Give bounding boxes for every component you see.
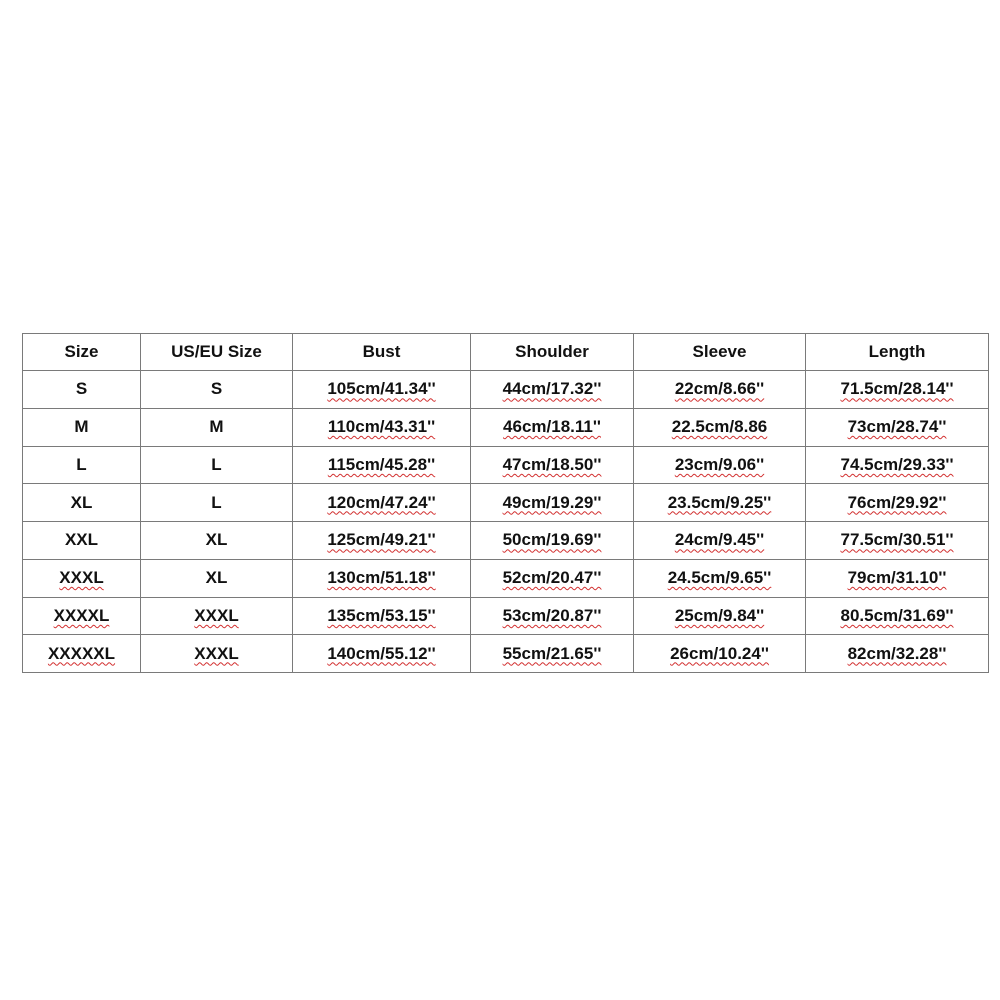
cell-bust-text: 110cm/43.31'' bbox=[327, 417, 436, 437]
cell-size bbox=[23, 408, 141, 446]
header-bust: Bust bbox=[293, 334, 471, 371]
cell-sleeve bbox=[634, 408, 806, 446]
cell-bust bbox=[293, 635, 471, 673]
cell-shoulder-text: 52cm/20.47'' bbox=[502, 568, 602, 588]
cell-length bbox=[806, 597, 989, 635]
table-row bbox=[23, 522, 989, 560]
cell-size bbox=[23, 484, 141, 522]
cell-sleeve-text: 24cm/9.45'' bbox=[674, 530, 765, 550]
cell-us-eu-size-text: XXXL bbox=[194, 605, 239, 625]
cell-length bbox=[806, 408, 989, 446]
cell-sleeve-text: 26cm/10.24'' bbox=[670, 643, 769, 663]
cell-length bbox=[806, 371, 989, 409]
table-row bbox=[23, 597, 989, 635]
cell-size bbox=[23, 446, 141, 484]
cell-sleeve-text: 22.5cm/8.86 bbox=[671, 417, 768, 437]
cell-bust bbox=[293, 446, 471, 484]
cell-size-text: XXXL bbox=[59, 568, 104, 588]
cell-size-text: XXXXL bbox=[53, 605, 110, 625]
cell-us-eu-size-text: M bbox=[209, 417, 224, 437]
cell-sleeve bbox=[634, 484, 806, 522]
cell-sleeve bbox=[634, 635, 806, 673]
cell-size bbox=[23, 635, 141, 673]
cell-size-text: XL bbox=[70, 492, 93, 512]
cell-length-text: 80.5cm/31.69'' bbox=[840, 605, 954, 625]
cell-shoulder bbox=[471, 522, 634, 560]
header-length: Length bbox=[806, 334, 989, 371]
cell-bust-text: 115cm/45.28'' bbox=[327, 454, 436, 474]
cell-us-eu-size-text: S bbox=[210, 379, 223, 399]
table-row bbox=[23, 559, 989, 597]
cell-us-eu-size bbox=[141, 408, 293, 446]
cell-sleeve bbox=[634, 522, 806, 560]
cell-shoulder-text: 50cm/19.69'' bbox=[502, 530, 602, 550]
cell-us-eu-size-text: XL bbox=[205, 530, 228, 550]
cell-shoulder-text: 47cm/18.50'' bbox=[502, 454, 602, 474]
cell-sleeve bbox=[634, 597, 806, 635]
cell-length-text: 71.5cm/28.14'' bbox=[840, 379, 954, 399]
cell-bust-text: 105cm/41.34'' bbox=[327, 379, 436, 399]
cell-us-eu-size-text: XXXL bbox=[194, 643, 239, 663]
cell-shoulder bbox=[471, 484, 634, 522]
cell-bust bbox=[293, 522, 471, 560]
cell-sleeve-text: 22cm/8.66'' bbox=[674, 379, 765, 399]
cell-length-text: 82cm/32.28'' bbox=[847, 643, 947, 663]
cell-size-text: L bbox=[76, 454, 87, 474]
cell-sleeve-text: 23cm/9.06'' bbox=[674, 454, 765, 474]
cell-shoulder bbox=[471, 597, 634, 635]
cell-length bbox=[806, 484, 989, 522]
cell-us-eu-size bbox=[141, 635, 293, 673]
table-row bbox=[23, 446, 989, 484]
cell-sleeve-text: 25cm/9.84'' bbox=[674, 605, 765, 625]
cell-bust-text: 120cm/47.24'' bbox=[327, 492, 436, 512]
cell-shoulder bbox=[471, 446, 634, 484]
header-size: Size bbox=[23, 334, 141, 371]
cell-us-eu-size-text: L bbox=[211, 492, 222, 512]
cell-bust bbox=[293, 371, 471, 409]
cell-size bbox=[23, 597, 141, 635]
cell-length bbox=[806, 635, 989, 673]
cell-length-text: 73cm/28.74'' bbox=[847, 417, 947, 437]
cell-us-eu-size bbox=[141, 559, 293, 597]
cell-length-text: 76cm/29.92'' bbox=[847, 492, 947, 512]
cell-bust bbox=[293, 559, 471, 597]
cell-sleeve bbox=[634, 559, 806, 597]
header-us-eu-size: US/EU Size bbox=[141, 334, 293, 371]
header-sleeve: Sleeve bbox=[634, 334, 806, 371]
cell-shoulder bbox=[471, 408, 634, 446]
table-row bbox=[23, 635, 989, 673]
table-row bbox=[23, 484, 989, 522]
cell-shoulder bbox=[471, 635, 634, 673]
cell-bust bbox=[293, 484, 471, 522]
cell-bust-text: 125cm/49.21'' bbox=[327, 530, 436, 550]
cell-sleeve bbox=[634, 371, 806, 409]
cell-us-eu-size bbox=[141, 522, 293, 560]
cell-length bbox=[806, 559, 989, 597]
header-row bbox=[23, 334, 989, 371]
cell-bust-text: 130cm/51.18'' bbox=[327, 568, 436, 588]
cell-shoulder bbox=[471, 371, 634, 409]
cell-sleeve-text: 23.5cm/9.25'' bbox=[667, 492, 772, 512]
cell-size-text: M bbox=[74, 417, 89, 437]
size-chart-table bbox=[22, 333, 989, 673]
cell-sleeve-text: 24.5cm/9.65'' bbox=[667, 568, 772, 588]
cell-us-eu-size bbox=[141, 446, 293, 484]
cell-size-text: S bbox=[75, 379, 88, 399]
cell-bust bbox=[293, 597, 471, 635]
cell-size bbox=[23, 559, 141, 597]
table-body bbox=[23, 371, 989, 673]
cell-us-eu-size-text: XL bbox=[205, 568, 228, 588]
header-shoulder: Shoulder bbox=[471, 334, 634, 371]
cell-us-eu-size bbox=[141, 484, 293, 522]
cell-us-eu-size bbox=[141, 371, 293, 409]
cell-bust bbox=[293, 408, 471, 446]
cell-us-eu-size bbox=[141, 597, 293, 635]
cell-bust-text: 140cm/55.12'' bbox=[327, 643, 436, 663]
cell-sleeve bbox=[634, 446, 806, 484]
cell-length-text: 74.5cm/29.33'' bbox=[840, 454, 954, 474]
cell-shoulder bbox=[471, 559, 634, 597]
cell-bust-text: 135cm/53.15'' bbox=[327, 605, 436, 625]
cell-length bbox=[806, 446, 989, 484]
cell-size bbox=[23, 522, 141, 560]
table-row bbox=[23, 408, 989, 446]
cell-shoulder-text: 49cm/19.29'' bbox=[502, 492, 602, 512]
cell-shoulder-text: 44cm/17.32'' bbox=[502, 379, 602, 399]
table-row bbox=[23, 371, 989, 409]
cell-shoulder-text: 46cm/18.11'' bbox=[503, 417, 601, 437]
cell-length bbox=[806, 522, 989, 560]
cell-us-eu-size-text: L bbox=[211, 454, 222, 474]
cell-size bbox=[23, 371, 141, 409]
cell-size-text: XXL bbox=[64, 530, 99, 550]
cell-shoulder-text: 53cm/20.87'' bbox=[502, 605, 602, 625]
cell-length-text: 77.5cm/30.51'' bbox=[840, 530, 954, 550]
cell-length-text: 79cm/31.10'' bbox=[847, 568, 947, 588]
cell-size-text: XXXXXL bbox=[47, 643, 116, 663]
cell-shoulder-text: 55cm/21.65'' bbox=[502, 643, 602, 663]
